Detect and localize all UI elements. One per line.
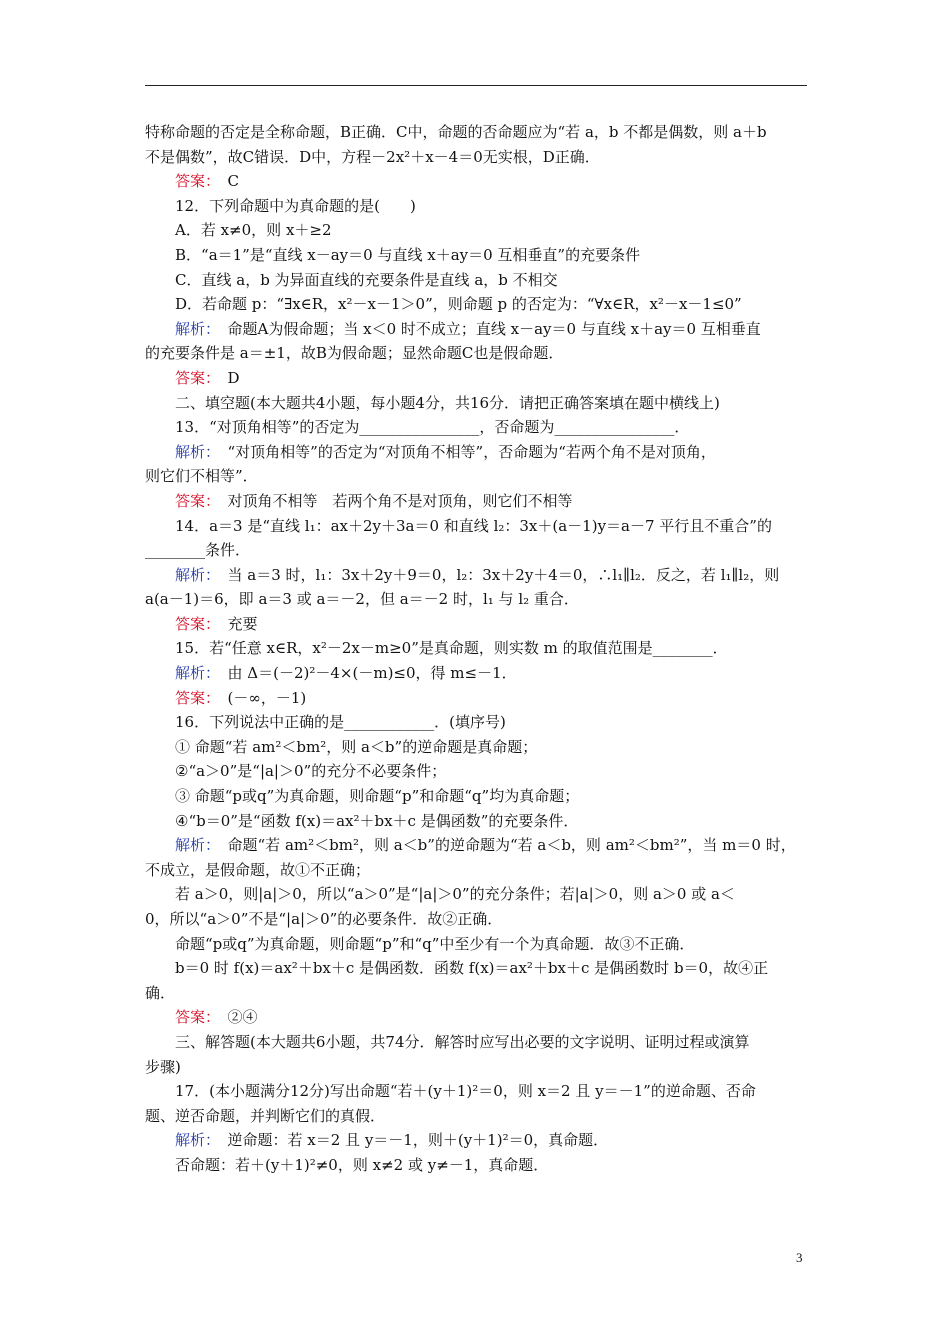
line-text: 不是偶数”，故C错误．D中，方程－2x²＋x－4＝0无实根，D正确．: [145, 147, 600, 166]
analysis-label: 解析：: [175, 836, 213, 855]
line-text: ________条件．: [145, 541, 251, 560]
line-text: 命题“若 am²＜bm²，则 a＜b”的逆命题为“若 a＜b，则 am²＜bm²”，当 m＝0 时，: [212, 836, 796, 855]
text-line: [145, 1128, 807, 1153]
line-text: A．若 x≠0，则 x＋≥2: [175, 221, 332, 240]
line-text: 三、解答题(本大题共6小题，共74分．解答时应写出必要的文字说明、证明过程或演算: [175, 1032, 750, 1051]
line-text: 题、逆否命题，并判断它们的真假．: [145, 1106, 386, 1125]
text-line: [145, 956, 807, 981]
line-text: ②④: [212, 1008, 258, 1027]
text-line: [145, 981, 807, 1006]
line-text: 步骤): [145, 1057, 181, 1076]
text-line: [145, 243, 807, 268]
text-line: [145, 489, 807, 514]
line-text: 由 Δ＝(－2)²－4×(－m)≤0，得 m≤－1．: [212, 664, 517, 683]
line-text: C．直线 a，b 为异面直线的充要条件是直线 a，b 不相交: [175, 270, 558, 289]
line-text: 13．“对顶角相等”的否定为________________，否命题为________________．: [175, 418, 690, 437]
text-line: [145, 1079, 807, 1104]
line-text: a(a－1)＝6，即 a＝3 或 a＝－2，但 a＝－2 时，l₁ 与 l₂ 重合．: [145, 590, 579, 609]
text-line: [145, 1104, 807, 1129]
text-line: [145, 341, 807, 366]
text-line: [145, 145, 807, 170]
text-line: [145, 686, 807, 711]
line-text: D: [212, 368, 240, 387]
text-line: [145, 587, 807, 612]
text-line: [145, 464, 807, 489]
line-text: ① 命题“若 am²＜bm²，则 a＜b”的逆命题是真命题；: [175, 737, 538, 756]
line-text: 逆命题：若 x＝2 且 y＝－1，则＋(y＋1)²＝0，真命题．: [212, 1131, 609, 1150]
analysis-label: 解析：: [175, 664, 213, 683]
line-text: 否命题：若＋(y＋1)²≠0，则 x≠2 或 y≠－1，真命题．: [175, 1155, 549, 1174]
text-line: [145, 366, 807, 391]
text-line: [145, 612, 807, 637]
answer-label: 答案：: [175, 614, 213, 633]
analysis-label: 解析：: [175, 1131, 213, 1150]
line-text: 的充要条件是 a＝±1，故B为假命题；显然命题C也是假命题．: [145, 344, 564, 363]
line-text: 特称命题的否定是全称命题，B正确．C中，命题的否命题应为“若 a，b 不都是偶数，则 a＋b: [145, 123, 767, 141]
text-line: [145, 317, 807, 342]
text-line: [145, 710, 807, 735]
text-line: [145, 268, 807, 293]
text-line: [145, 759, 807, 784]
page-number: 3: [796, 1250, 803, 1265]
analysis-label: 解析：: [175, 319, 213, 338]
text-line: [145, 194, 807, 219]
text-line: [145, 932, 807, 957]
text-line: [145, 907, 807, 932]
line-text: D．若命题 p：“∃x∈R，x²－x－1＞0”，则命题 p 的否定为：“∀x∈R，x²－x－1≤0”: [175, 295, 742, 314]
analysis-label: 解析：: [175, 442, 213, 461]
header-rule: [145, 85, 807, 86]
line-text: B．“a＝1”是“直线 x－ay＝0 与直线 x＋ay＝0 互相垂直”的充要条件: [175, 245, 641, 264]
line-text: 15．若“任意 x∈R，x²－2x－m≥0”是真命题，则实数 m 的取值范围是________．: [175, 639, 728, 658]
answer-label: 答案：: [175, 688, 213, 707]
answer-label: 答案：: [175, 368, 213, 387]
line-text: 不成立，是假命题，故①不正确；: [145, 860, 371, 879]
line-text: “对顶角相等”的否定为“对顶角不相等”，否命题为“若两个角不是对顶角，: [212, 442, 716, 461]
text-line: [145, 292, 807, 317]
line-text: 则它们不相等”．: [145, 467, 258, 486]
line-text: C: [212, 172, 239, 191]
text-line: [145, 661, 807, 686]
line-text: 二、填空题(本大题共4小题，每小题4分，共16分．请把正确答案填在题中横线上): [175, 393, 720, 412]
text-line: [145, 415, 807, 440]
line-text: 12．下列命题中为真命题的是( ): [175, 196, 416, 215]
text-line: [145, 784, 807, 809]
line-text: ④“b＝0”是“函数 f(x)＝ax²＋bx＋c 是偶函数”的充要条件．: [175, 811, 579, 830]
answer-label: 答案：: [175, 491, 213, 510]
text-line: [145, 1005, 807, 1030]
line-text: 命题A为假命题；当 x＜0 时不成立；直线 x－ay＝0 与直线 x＋ay＝0 互相垂直: [212, 319, 761, 338]
line-text: 确．: [145, 983, 176, 1002]
line-text: 充要: [212, 614, 258, 633]
line-text: 14．a＝3 是“直线 l₁：ax＋2y＋3a＝0 和直线 l₂：3x＋(a－1)y＝a－7 平行且不重合”的: [175, 516, 772, 535]
line-text: b＝0 时 f(x)＝ax²＋bx＋c 是偶函数．函数 f(x)＝ax²＋bx＋c 是偶函数时 b＝0，故④正: [175, 959, 769, 978]
line-text: 若 a＞0，则|a|＞0，所以“a＞0”是“|a|＞0”的充分条件；若|a|＞0，则 a＞0 或 a＜: [175, 885, 735, 904]
answer-label: 答案：: [175, 172, 213, 191]
answer-label: 答案：: [175, 1008, 213, 1027]
text-line: [145, 735, 807, 760]
line-text: 对顶角不相等 若两个角不是对顶角，则它们不相等: [212, 491, 573, 510]
text-line: [145, 538, 807, 563]
line-text: (－∞，－1): [212, 688, 307, 707]
line-text: 0，所以“a＞0”不是“|a|＞0”的必要条件．故②正确．: [145, 910, 503, 928]
analysis-label: 解析：: [175, 565, 213, 584]
text-line: [145, 1055, 807, 1080]
line-text: 16．下列说法中正确的是____________．(填序号): [175, 713, 506, 732]
text-line: [145, 169, 807, 194]
page-body: [145, 120, 807, 1178]
text-line: [145, 809, 807, 834]
text-line: [145, 858, 807, 883]
text-line: [145, 391, 807, 416]
text-line: [145, 440, 807, 465]
line-text: 命题“p或q”为真命题，则命题“p”和“q”中至少有一个为真命题．故③不正确．: [175, 934, 695, 953]
line-text: 当 a＝3 时，l₁：3x＋2y＋9＝0，l₂：3x＋2y＋4＝0，∴l₁∥l₂．反之，若 l₁∥l₂，则: [212, 565, 780, 584]
text-line: [145, 563, 807, 588]
text-line: [145, 1030, 807, 1055]
text-line: [145, 514, 807, 539]
line-text: 17．(本小题满分12分)写出命题“若＋(y＋1)²＝0，则 x＝2 且 y＝－1”的逆命题、否命: [175, 1082, 756, 1101]
text-line: [145, 833, 807, 858]
text-line: [145, 636, 807, 661]
text-line: [145, 882, 807, 907]
text-line: [145, 1153, 807, 1178]
line-text: ③ 命题“p或q”为真命题，则命题“p”和命题“q”均为真命题；: [175, 787, 580, 806]
text-line: [145, 218, 807, 243]
line-text: ②“a＞0”是“|a|＞0”的充分不必要条件；: [175, 762, 447, 781]
text-line: [145, 120, 807, 145]
